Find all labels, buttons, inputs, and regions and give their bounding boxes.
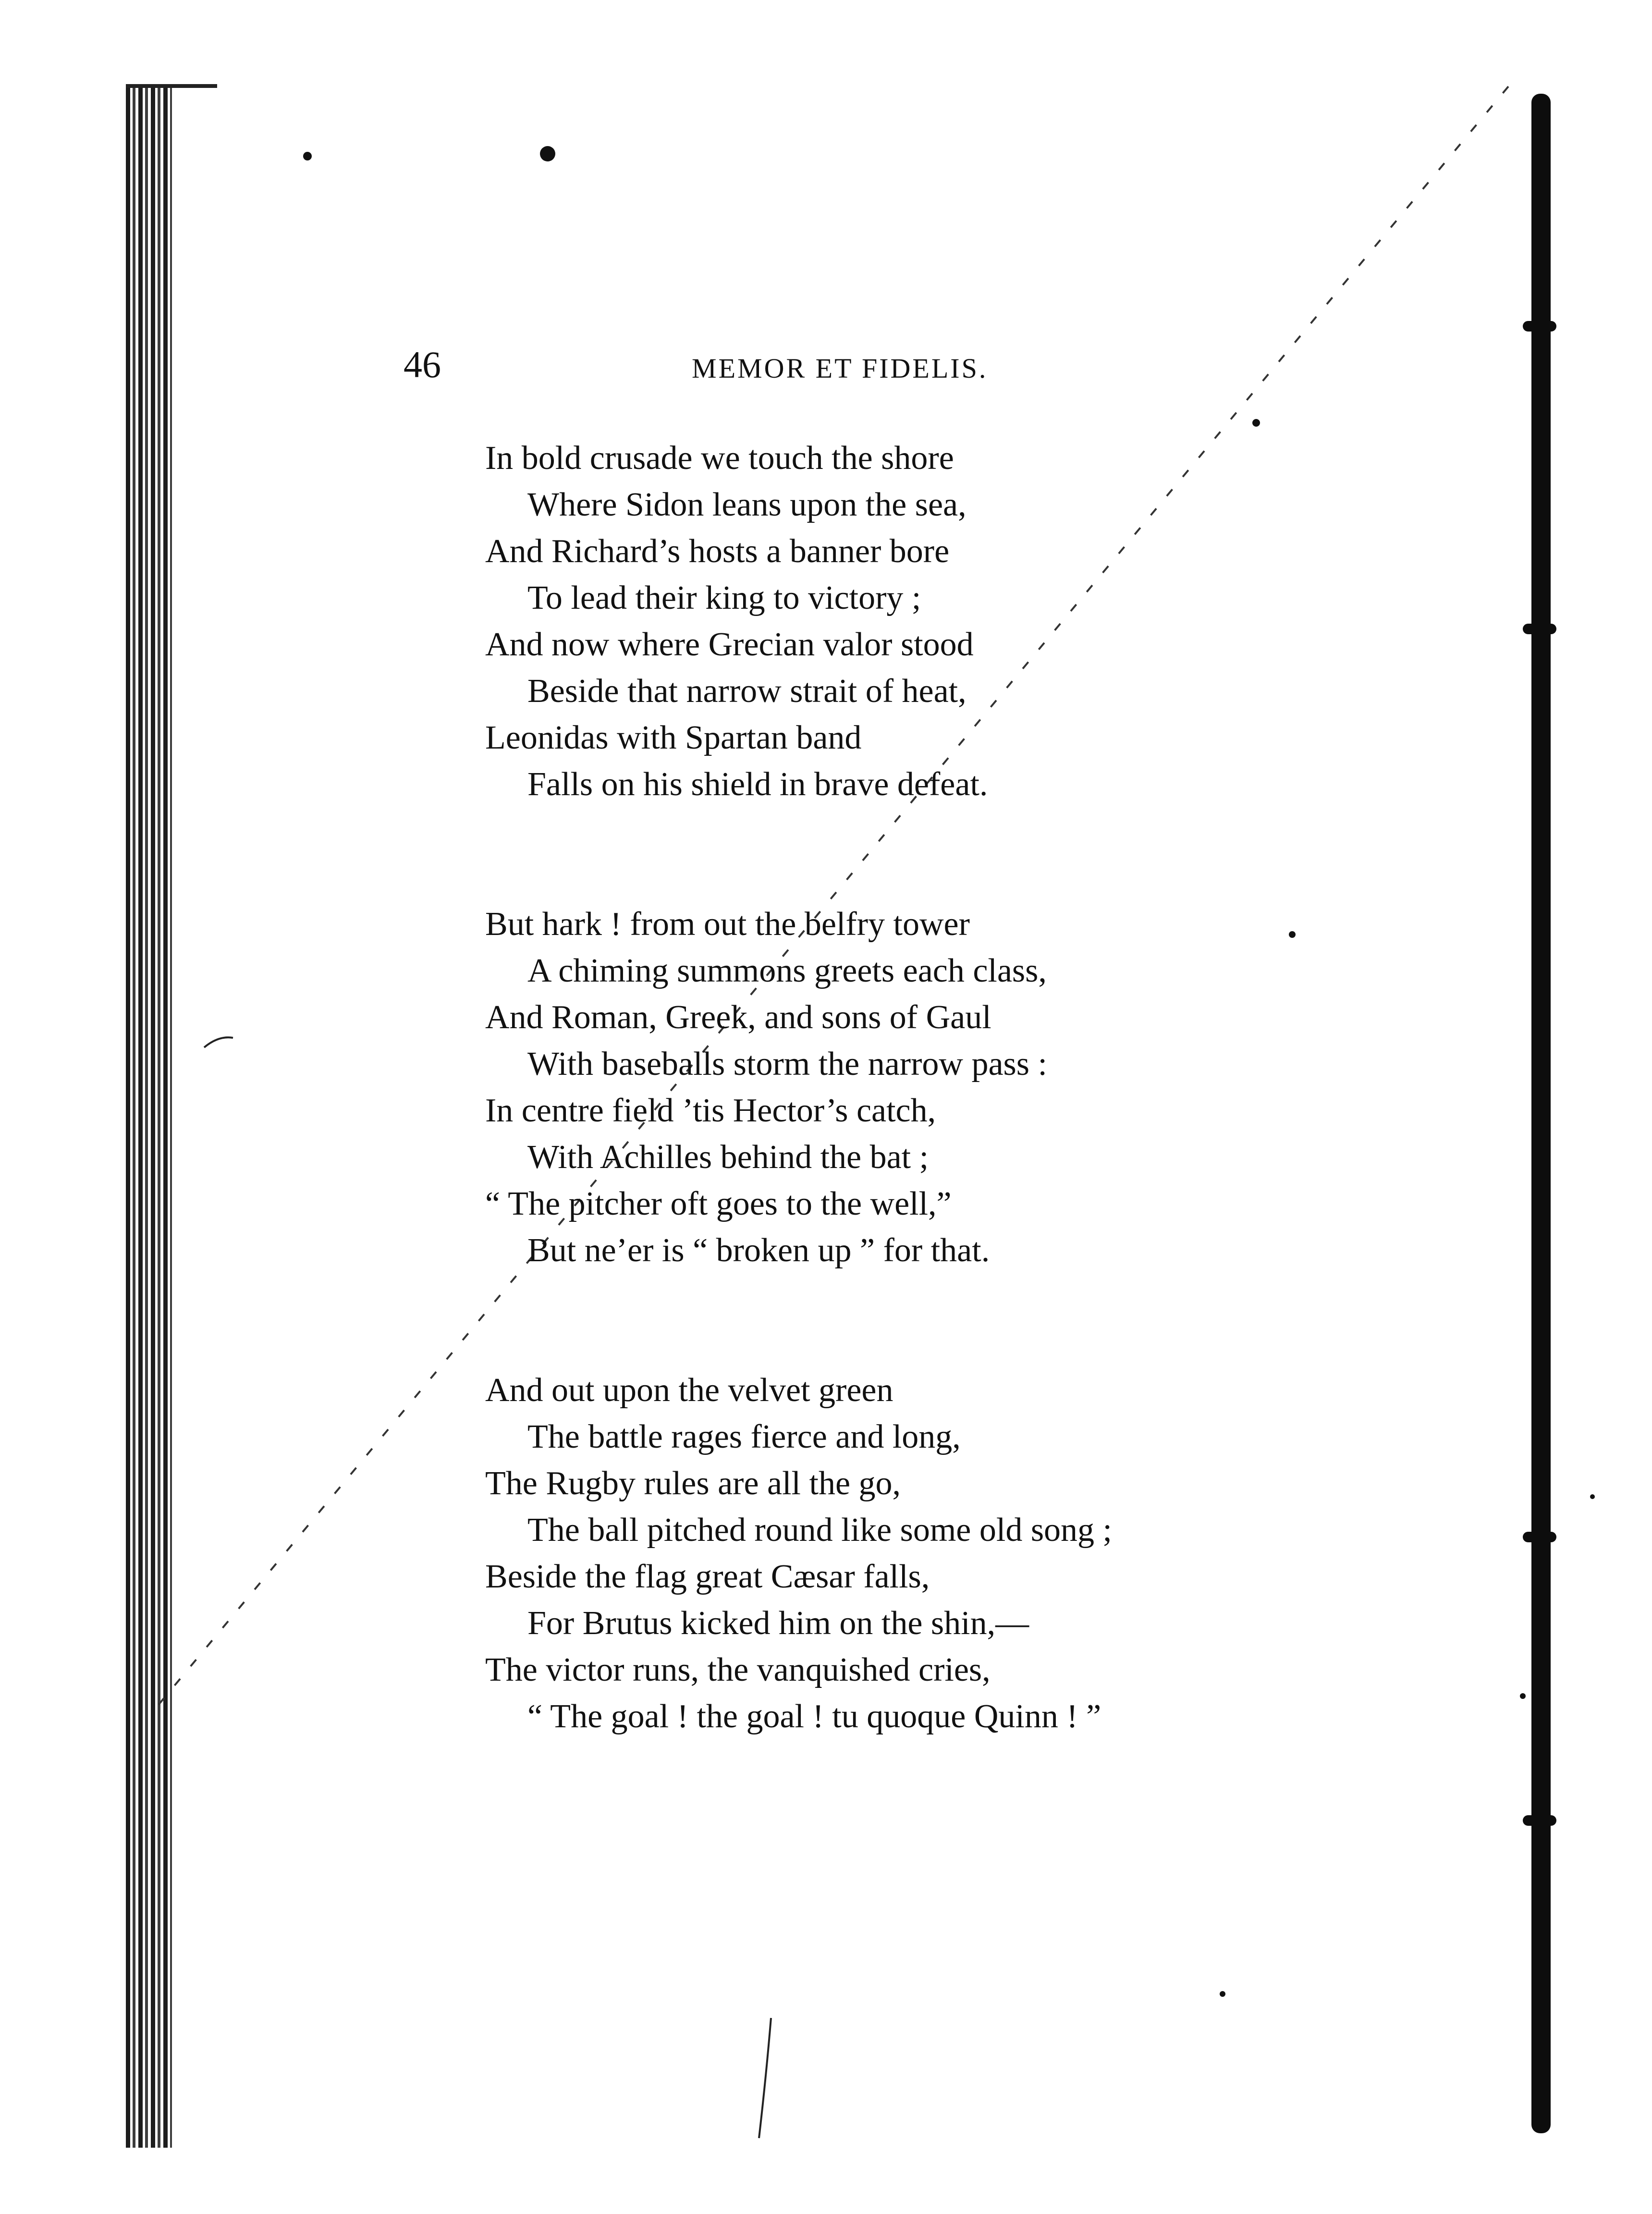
stanza-1 xyxy=(485,435,1302,808)
verse-line: The battle rages fierce and long, xyxy=(527,1418,961,1455)
verse-line: The Rugby rules are all the go, xyxy=(485,1465,901,1502)
page-number: 46 xyxy=(404,344,441,385)
verse-line: The victor runs, the vanquished cries, xyxy=(485,1651,991,1688)
verse-line: The ball pitched round like some old song ; xyxy=(527,1512,1113,1549)
verse-line: Falls on his shield in brave defeat. xyxy=(527,766,988,803)
verse-line: And Roman, Greek, and sons of Gaul xyxy=(485,999,991,1036)
verse-line: In centre field ’tis Hector’s catch, xyxy=(485,1092,936,1129)
verse-line: To lead their king to victory ; xyxy=(527,579,921,616)
verse-line: And now where Grecian valor stood xyxy=(485,626,974,663)
stanza-3 xyxy=(485,1367,1302,1740)
verse-line: In bold crusade we touch the shore xyxy=(485,440,954,477)
verse-line: And out upon the velvet green xyxy=(485,1372,893,1409)
pencil-mark xyxy=(204,1037,233,1047)
ink-spot xyxy=(1520,1693,1526,1699)
verse-line: “ The pitcher oft goes to the well,” xyxy=(485,1185,952,1222)
running-head: MEMOR ET FIDELIS. xyxy=(692,353,988,384)
verse-line: A chiming summons greets each class, xyxy=(527,952,1047,989)
poem xyxy=(485,435,1302,1740)
pencil-mark xyxy=(759,2018,771,2138)
ink-spot xyxy=(303,152,312,160)
verse-line: But hark ! from out the belfry tower xyxy=(485,906,970,943)
verse-line: With Achilles behind the bat ; xyxy=(527,1139,929,1176)
verse-line: Beside that narrow strait of heat, xyxy=(527,673,967,710)
verse-line: Where Sidon leans upon the sea, xyxy=(527,486,967,523)
verse-line: But ne’er is “ broken up ” for that. xyxy=(527,1232,990,1269)
verse-line: “ The goal ! the goal ! tu quoque Quinn ! ” xyxy=(527,1698,1101,1735)
verse-line: For Brutus kicked him on the shin,— xyxy=(527,1605,1029,1642)
ink-spot xyxy=(1220,1991,1225,1997)
ink-spot xyxy=(540,146,555,161)
verse-line: Beside the flag great Cæsar falls, xyxy=(485,1558,930,1595)
verse-line: Leonidas with Spartan band xyxy=(485,719,862,756)
stanza-2 xyxy=(485,901,1302,1274)
verse-line: With baseballs storm the narrow pass : xyxy=(527,1046,1047,1082)
ink-spot xyxy=(1252,419,1260,427)
verse-line: And Richard’s hosts a banner bore xyxy=(485,533,950,570)
ink-spot xyxy=(1590,1494,1595,1499)
